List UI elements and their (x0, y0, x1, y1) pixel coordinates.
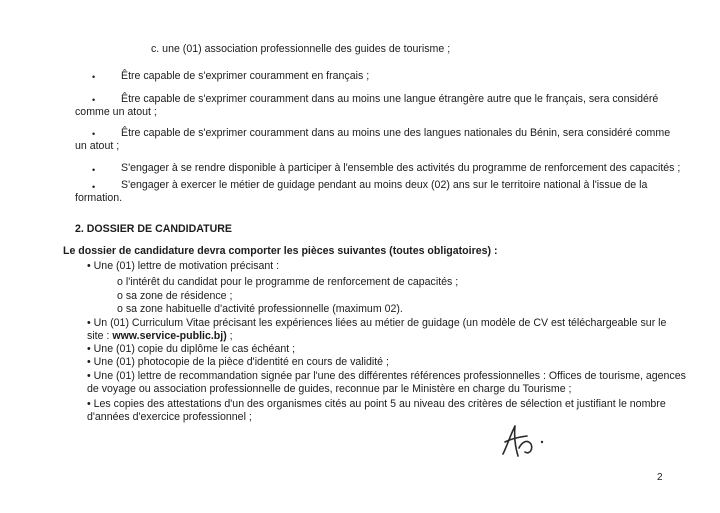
dossier-item-cv-cont (87, 330, 233, 343)
dossier-item-cv: • Un (01) Curriculum Vitae précisant les expériences liées au métier de guidage (un modèle de CV est téléchargeable sur le (87, 317, 667, 329)
dossier-subitem-residence: o sa zone de résidence ; (117, 290, 233, 302)
requirement-french: Être capable de s'exprimer couramment en français ; (121, 70, 370, 82)
bullet-marker: • (92, 72, 96, 82)
dossier-item-recommendation-cont: de voyage ou association professionnelle de guides, reconnue par le Ministère en charge du Tourisme ; (87, 383, 572, 395)
requirement-commitment: S'engager à exercer le métier de guidage pendant au moins deux (02) ans sur le territoire national à l'issue de la (121, 179, 648, 191)
dossier-item-attestations: • Les copies des attestations d'un des organismes cités au point 5 au niveau des critères de sélection et justifiant le nombre (87, 398, 666, 410)
requirement-national-language-cont: un atout ; (75, 140, 120, 152)
cv-site-prefix: site : (87, 330, 113, 342)
service-public-link[interactable]: www.service-public.bj) (112, 330, 227, 342)
cv-site-suffix: ; (226, 330, 233, 342)
bullet-marker: • (92, 95, 96, 105)
bullet-marker: • (92, 165, 96, 175)
criteria-item-c: c. une (01) association professionnelle des guides de tourisme ; (151, 43, 451, 55)
requirement-commitment-cont: formation. (75, 192, 123, 204)
requirement-foreign-language: Être capable de s'exprimer couramment dans au moins une langue étrangère autre que le français, sera considéré (121, 93, 659, 105)
requirement-foreign-language-cont: comme un atout ; (75, 106, 157, 118)
requirement-availability: S'engager à se rendre disponible à participer à l'ensemble des activités du programme de renforcement des capacités ; (121, 162, 681, 174)
page-number: 2 (657, 472, 663, 483)
dossier-subitem-interest: o l'intérêt du candidat pour le programme de renforcement de capacités ; (117, 276, 459, 288)
dossier-item-attestations-cont: d'années d'exercice professionnel ; (87, 411, 252, 423)
bullet-marker: • (92, 129, 96, 139)
dossier-item-diploma: • Une (01) copie du diplôme le cas échéant ; (87, 343, 296, 355)
bullet-marker: • (92, 182, 96, 192)
dossier-item-id: • Une (01) photocopie de la pièce d'identité en cours de validité ; (87, 356, 389, 368)
requirement-national-language: Être capable de s'exprimer couramment dans au moins une des langues nationales du Bénin, sera considéré comme (121, 127, 671, 139)
dossier-intro: Le dossier de candidature devra comporter les pièces suivantes (toutes obligatoires) : (63, 245, 498, 257)
dossier-subitem-activity-zone: o sa zone habituelle d'activité professionnelle (maximum 02). (117, 303, 403, 315)
handwritten-initials-signature (497, 418, 561, 462)
dossier-item-recommendation: • Une (01) lettre de recommandation signée par l'une des différentes références professionnelles : Offices de tourisme, agences (87, 370, 686, 382)
dossier-item-motivation-letter: • Une (01) lettre de motivation précisant : (87, 260, 280, 272)
section-title: 2. DOSSIER DE CANDIDATURE (75, 223, 232, 235)
